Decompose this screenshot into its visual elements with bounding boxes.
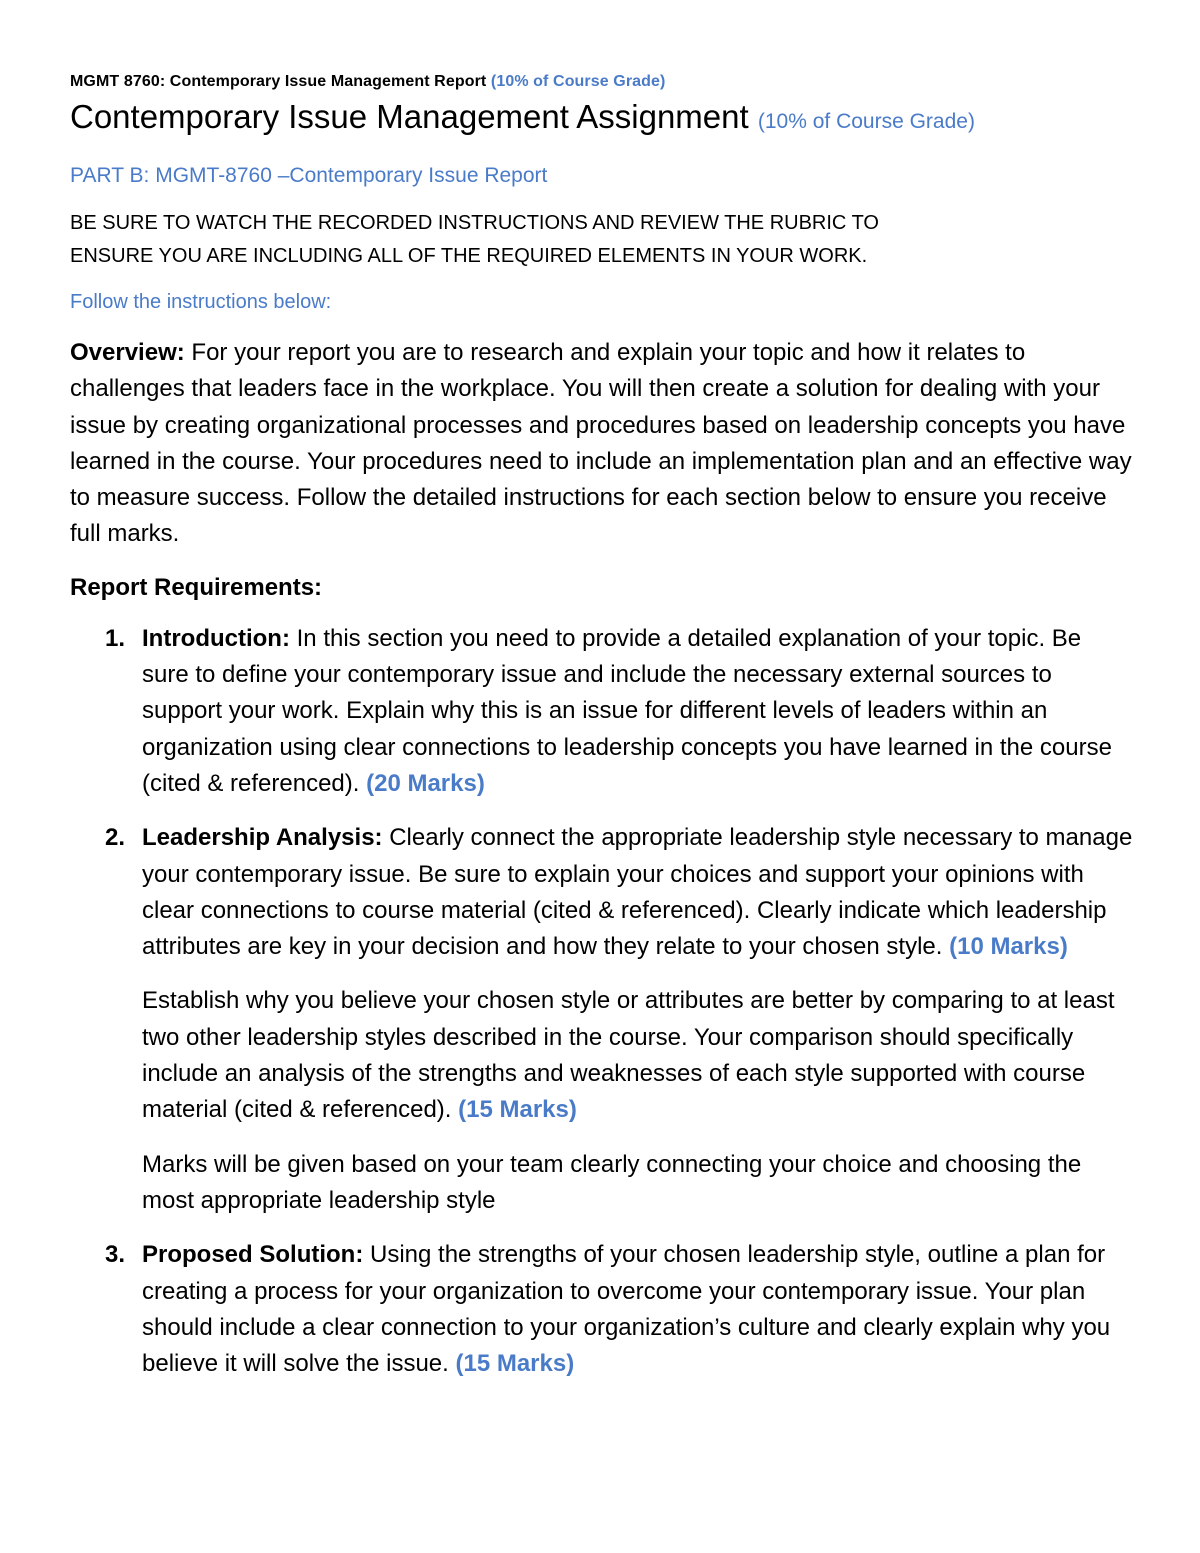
overview-paragraph [70,335,1134,553]
item-number: 1. [105,624,126,652]
part-b-heading: PART B: MGMT-8760 –Contemporary Issue Report [70,164,548,187]
course-line: MGMT 8760: Contemporary Issue Management Report [70,73,487,90]
document-page [70,72,1134,1400]
overview-label: Overview: [70,339,185,366]
overview-text: For your report you are to research and explain your topic and how it relates to challenges that leaders face in the workplace. You will then create a solution for dealing with your issue by creating organizational processes and procedures based on leadership concepts you have learned in the course. Your procedures need to include an implementation plan and an effective way to measure success. Follow the detailed instructions for each section below to ensure you receive full marks. [70,339,1132,548]
item-label: Introduction: [142,624,290,652]
item-number: 3. [105,1241,126,1269]
title-weight: (10% of Course Grade) [757,110,975,133]
sub-paragraph-text: Establish why you believe your chosen style or attributes are better by comparing to at least two other leadership styles described in the course. Your comparison should specifically include an analysis of the strengths and weaknesses of each style supported with course material (cited & referenced). [142,987,1115,1124]
page-title [70,98,1134,141]
list-item [70,1237,1134,1382]
item-label: Leadership Analysis: [142,824,383,852]
item-sub-paragraph [142,983,1134,1128]
item-text: Using the strengths of your chosen leadership style, outline a plan for creating a process for your organization to overcome your contemporary issue. Your plan should include a clear connection to your organization’s culture and clearly explain why you believe it will solve the issue. [142,1241,1111,1378]
requirements-list [70,621,1134,1383]
item-number: 2. [105,824,126,852]
notice-text [70,207,1134,273]
follow-instructions: Follow the instructions below: [70,291,332,313]
course-weight: (10% of Course Grade) [490,73,666,90]
list-item [70,621,1134,802]
requirements-heading: Report Requirements: [70,573,323,601]
sub-paragraph-marks: (15 Marks) [458,1096,577,1124]
item-sub-paragraph [142,1147,1134,1220]
document-header [70,72,1134,92]
sub-paragraph-text: Marks will be given based on your team clearly connecting your choice and choosing the most appropriate leadership style [142,1150,1082,1214]
title-text: Contemporary Issue Management Assignment [70,98,749,135]
list-item [70,820,1134,1219]
item-marks: (20 Marks) [366,769,485,797]
notice-line-2: ENSURE YOU ARE INCLUDING ALL OF THE REQUIRED ELEMENTS IN YOUR WORK. [70,245,868,267]
notice-line-1: BE SURE TO WATCH THE RECORDED INSTRUCTIONS AND REVIEW THE RUBRIC TO [70,212,879,234]
item-text: In this section you need to provide a detailed explanation of your topic. Be sure to define your contemporary issue and include the necessary external sources to support your work. Explain why this is an issue for different levels of leaders within an organization using clear connections to leadership concepts you have learned in the course (cited & referenced). [142,624,1112,797]
item-marks: (10 Marks) [949,933,1068,961]
item-text: Clearly connect the appropriate leadership style necessary to manage your contemporary issue. Be sure to explain your choices and support your opinions with clear connections to course material (cited & referenced). Clearly indicate which leadership attributes are key in your decision and how they relate to your chosen style. [142,824,1133,961]
item-label: Proposed Solution: [142,1241,364,1269]
item-marks: (15 Marks) [455,1350,575,1378]
